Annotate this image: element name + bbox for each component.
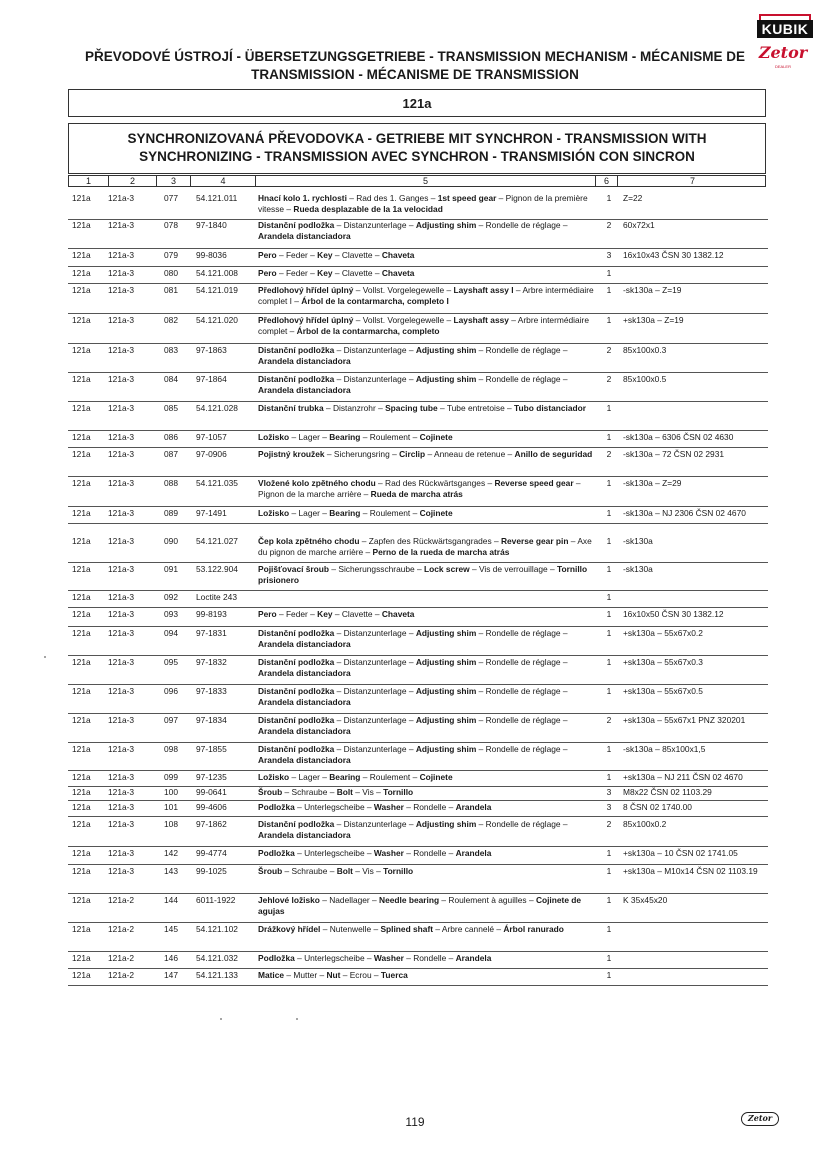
cell-c6: 2 xyxy=(606,345,612,355)
table-row xyxy=(68,924,768,952)
cell-c7: -sk130a xyxy=(623,536,653,546)
cell-c6: 1 xyxy=(606,970,612,980)
row-separator xyxy=(68,313,768,314)
cell-c4: 97-0906 xyxy=(196,449,227,459)
cell-c2: 121a-3 xyxy=(108,787,135,797)
cell-c7: -sk130a – 6306 ČSN 02 4630 xyxy=(623,432,734,442)
cell-c5: Distanční podložka – Distanzunterlage – Adjusting shim – Rondelle de réglage – Arandela distanciadora xyxy=(258,686,568,707)
cell-c6: 1 xyxy=(606,924,612,934)
row-separator xyxy=(68,655,768,656)
cell-c4: 99-4606 xyxy=(196,802,227,812)
cell-c4: 99-8193 xyxy=(196,609,227,619)
cell-c3: 078 xyxy=(164,220,178,230)
cell-c1: 121a xyxy=(72,802,91,812)
cell-c5: Podložka – Unterlegscheibe – Washer – Rondelle – Arandela xyxy=(258,953,492,963)
cell-c4: 99-1025 xyxy=(196,866,227,876)
cell-c4: 54.121.133 xyxy=(196,970,238,980)
cell-c6: 2 xyxy=(606,220,612,230)
table-row xyxy=(68,819,768,847)
cell-c1: 121a xyxy=(72,478,91,488)
cell-c3: 100 xyxy=(164,787,178,797)
cell-c4: 97-1235 xyxy=(196,772,227,782)
cell-c6: 3 xyxy=(606,802,612,812)
cell-c3: 093 xyxy=(164,609,178,619)
cell-c3: 095 xyxy=(164,657,178,667)
cell-c6: 1 xyxy=(606,609,612,619)
cell-c4: 99-4774 xyxy=(196,848,227,858)
row-separator xyxy=(68,506,768,507)
cell-c4: 97-1833 xyxy=(196,686,227,696)
cell-c7: 16x10x50 ČSN 30 1382.12 xyxy=(623,609,724,619)
table-row xyxy=(68,220,768,249)
cell-c2: 121a-3 xyxy=(108,657,135,667)
cell-c6: 1 xyxy=(606,686,612,696)
cell-c3: 080 xyxy=(164,268,178,278)
cell-c7: M8x22 ČSN 02 1103.29 xyxy=(623,787,712,797)
cell-c7: -sk130a – NJ 2306 ČSN 02 4670 xyxy=(623,508,746,518)
cell-c2: 121a-3 xyxy=(108,508,135,518)
column-header-6: 6 xyxy=(596,176,618,186)
row-separator xyxy=(68,401,768,402)
table-row xyxy=(68,345,768,373)
table-row xyxy=(68,315,768,344)
cell-c6: 2 xyxy=(606,715,612,725)
cell-c5: Pojišťovací šroub – Sicherungsschraube – Lock screw – Vis de verrouillage – Tornillo prisionero xyxy=(258,564,588,585)
cell-c6: 1 xyxy=(606,193,612,203)
cell-c5: Šroub – Schraube – Bolt – Vis – Tornillo xyxy=(258,866,414,876)
row-separator xyxy=(68,968,768,969)
cell-c1: 121a xyxy=(72,744,91,754)
cell-c1: 121a xyxy=(72,432,91,442)
logo-dealer-text: DEALER xyxy=(774,64,791,69)
cell-c7: 85x100x0.2 xyxy=(623,819,667,829)
cell-c1: 121a xyxy=(72,609,91,619)
cell-c1: 121a xyxy=(72,403,91,413)
cell-c3: 096 xyxy=(164,686,178,696)
cell-c6: 1 xyxy=(606,772,612,782)
cell-c5: Distanční podložka – Distanzunterlage – Adjusting shim – Rondelle de réglage – Arandela distanciadora xyxy=(258,628,568,649)
table-row xyxy=(68,772,768,787)
cell-c1: 121a xyxy=(72,819,91,829)
cell-c4: 97-1831 xyxy=(196,628,227,638)
table-row xyxy=(68,508,768,524)
row-separator xyxy=(68,800,768,801)
cell-c3: 108 xyxy=(164,819,178,829)
cell-c4: 97-1862 xyxy=(196,819,227,829)
cell-c6: 1 xyxy=(606,866,612,876)
cell-c2: 121a-3 xyxy=(108,345,135,355)
table-row xyxy=(68,536,768,563)
table-row xyxy=(68,193,768,220)
table-row xyxy=(68,478,768,507)
cell-c5: Distanční podložka – Distanzunterlage – Adjusting shim – Rondelle de réglage – Arandela distanciadora xyxy=(258,657,568,678)
cell-c1: 121a xyxy=(72,315,91,325)
cell-c2: 121a-3 xyxy=(108,686,135,696)
cell-c7: +sk130a – 55x67x0.2 xyxy=(623,628,703,638)
cell-c5: Jehlové ložisko – Nadellager – Needle bearing – Roulement à aguilles – Cojinete de agujas xyxy=(258,895,582,916)
cell-c5: Podložka – Unterlegscheibe – Washer – Rondelle – Arandela xyxy=(258,848,492,858)
cell-c5: Vložené kolo zpětného chodu – Rad des Rückwärtsganges – Reverse speed gear – Pignon de la marche arrière – Rueda de marcha atrás xyxy=(258,478,581,499)
cell-c2: 121a-2 xyxy=(108,970,135,980)
cell-c6: 1 xyxy=(606,953,612,963)
table-row xyxy=(68,628,768,656)
cell-c4: Loctite 243 xyxy=(196,592,237,602)
table-row xyxy=(68,250,768,267)
cell-c4: 97-1491 xyxy=(196,508,227,518)
cell-c7: 85x100x0.5 xyxy=(623,374,667,384)
column-header-4: 4 xyxy=(191,176,256,186)
cell-c2: 121a-3 xyxy=(108,220,135,230)
cell-c7: +sk130a – 55x67x1 PNZ 320201 xyxy=(623,715,746,725)
cell-c1: 121a xyxy=(72,193,91,203)
cell-c2: 121a-3 xyxy=(108,449,135,459)
table-row xyxy=(68,285,768,314)
cell-c3: 145 xyxy=(164,924,178,934)
row-separator xyxy=(68,283,768,284)
cell-c1: 121a xyxy=(72,536,91,546)
cell-c3: 086 xyxy=(164,432,178,442)
column-header-5: 5 xyxy=(256,176,596,186)
cell-c1: 121a xyxy=(72,715,91,725)
row-separator xyxy=(68,816,768,817)
cell-c5: Distanční podložka – Distanzunterlage – Adjusting shim – Rondelle de réglage – Arandela distanciadora xyxy=(258,819,568,840)
cell-c6: 1 xyxy=(606,268,612,278)
cell-c5: Drážkový hřídel – Nutenwelle – Splined shaft – Arbre cannelé – Árbol ranurado xyxy=(258,924,564,934)
cell-c4: 97-1832 xyxy=(196,657,227,667)
cell-c6: 1 xyxy=(606,508,612,518)
cell-c5: Distanční podložka – Distanzunterlage – Adjusting shim – Rondelle de réglage – Arandela distanciadora xyxy=(258,220,568,241)
cell-c5: Předlohový hřídel úplný – Vollst. Vorgelegewelle – Layshaft assy – Arbre intermédiaire complet – Árbol de la contarmarcha, completo xyxy=(258,315,589,336)
cell-c3: 092 xyxy=(164,592,178,602)
cell-c1: 121a xyxy=(72,345,91,355)
table-row xyxy=(68,403,768,431)
table-row xyxy=(68,744,768,771)
cell-c2: 121a-3 xyxy=(108,536,135,546)
cell-c6: 2 xyxy=(606,449,612,459)
cell-c3: 084 xyxy=(164,374,178,384)
cell-c3: 089 xyxy=(164,508,178,518)
cell-c1: 121a xyxy=(72,250,91,260)
cell-c1: 121a xyxy=(72,970,91,980)
cell-c1: 121a xyxy=(72,657,91,667)
table-row xyxy=(68,895,768,923)
cell-c5: Distanční trubka – Distanzrohr – Spacing tube – Tube entretoise – Tubo distanciador xyxy=(258,403,587,413)
row-separator xyxy=(68,476,768,477)
cell-c3: 101 xyxy=(164,802,178,812)
cell-c5: Podložka – Unterlegscheibe – Washer – Rondelle – Arandela xyxy=(258,802,492,812)
cell-c5: Distanční podložka – Distanzunterlage – Adjusting shim – Rondelle de réglage – Arandela distanciadora xyxy=(258,744,568,765)
row-separator xyxy=(68,266,768,267)
cell-c6: 2 xyxy=(606,819,612,829)
cell-c1: 121a xyxy=(72,268,91,278)
cell-c7: -sk130a – 72 ČSN 02 2931 xyxy=(623,449,725,459)
cell-c5: Šroub – Schraube – Bolt – Vis – Tornillo xyxy=(258,787,414,797)
cell-c4: 97-1057 xyxy=(196,432,227,442)
cell-c4: 54.121.035 xyxy=(196,478,238,488)
cell-c2: 121a-3 xyxy=(108,285,135,295)
cell-c2: 121a-3 xyxy=(108,193,135,203)
cell-c2: 121a-3 xyxy=(108,250,135,260)
cell-c4: 54.121.008 xyxy=(196,268,238,278)
cell-c1: 121a xyxy=(72,220,91,230)
cell-c1: 121a xyxy=(72,848,91,858)
column-header-2: 2 xyxy=(109,176,157,186)
cell-c4: 54.121.020 xyxy=(196,315,238,325)
cell-c6: 1 xyxy=(606,744,612,754)
cell-c1: 121a xyxy=(72,449,91,459)
table-row xyxy=(68,970,768,986)
column-header-1: 1 xyxy=(69,176,109,186)
cell-c3: 098 xyxy=(164,744,178,754)
row-separator xyxy=(68,562,768,563)
cell-c2: 121a-3 xyxy=(108,432,135,442)
group-code-box: 121a xyxy=(68,89,766,117)
cell-c2: 121a-3 xyxy=(108,403,135,413)
table-row xyxy=(68,787,768,801)
cell-c6: 3 xyxy=(606,250,612,260)
cell-c1: 121a xyxy=(72,508,91,518)
cell-c3: 147 xyxy=(164,970,178,980)
table-row xyxy=(68,374,768,402)
cell-c3: 079 xyxy=(164,250,178,260)
row-separator xyxy=(68,713,768,714)
row-separator xyxy=(68,523,768,524)
cell-c6: 1 xyxy=(606,285,612,295)
cell-c2: 121a-2 xyxy=(108,895,135,905)
cell-c3: 143 xyxy=(164,866,178,876)
cell-c6: 1 xyxy=(606,536,612,546)
cell-c2: 121a-2 xyxy=(108,953,135,963)
cell-c6: 1 xyxy=(606,848,612,858)
cell-c7: +sk130a – M10x14 ČSN 02 1103.19 xyxy=(623,866,758,876)
table-row xyxy=(68,953,768,969)
cell-c5: Ložisko – Lager – Bearing – Roulement – Cojinete xyxy=(258,772,453,782)
cell-c2: 121a-3 xyxy=(108,478,135,488)
cell-c1: 121a xyxy=(72,866,91,876)
table-row xyxy=(68,802,768,817)
cell-c2: 121a-2 xyxy=(108,924,135,934)
cell-c1: 121a xyxy=(72,564,91,574)
table-row xyxy=(68,715,768,743)
column-header-3: 3 xyxy=(157,176,191,186)
cell-c7: -sk130a – Z=19 xyxy=(623,285,682,295)
row-separator xyxy=(68,248,768,249)
cell-c7: +sk130a – Z=19 xyxy=(623,315,684,325)
cell-c4: 97-1840 xyxy=(196,220,227,230)
cell-c6: 1 xyxy=(606,478,612,488)
cell-c2: 121a-3 xyxy=(108,715,135,725)
cell-c7: 16x10x43 ČSN 30 1382.12 xyxy=(623,250,724,260)
cell-c7: +sk130a – 10 ČSN 02 1741.05 xyxy=(623,848,738,858)
row-separator xyxy=(68,742,768,743)
cell-c5: Distanční podložka – Distanzunterlage – Adjusting shim – Rondelle de réglage – Arandela distanciadora xyxy=(258,715,568,736)
cell-c6: 1 xyxy=(606,403,612,413)
cell-c5: Pero – Feder – Key – Clavette – Chaveta xyxy=(258,250,415,260)
table-row xyxy=(68,268,768,284)
logo-kubik-text: KUBIK xyxy=(757,20,813,38)
cell-c5: Distanční podložka – Distanzunterlage – Adjusting shim – Rondelle de réglage – Arandela distanciadora xyxy=(258,345,568,366)
table-row xyxy=(68,432,768,448)
cell-c1: 121a xyxy=(72,953,91,963)
row-separator xyxy=(68,607,768,608)
cell-c3: 085 xyxy=(164,403,178,413)
cell-c4: 97-1864 xyxy=(196,374,227,384)
row-separator xyxy=(68,372,768,373)
scan-dot xyxy=(44,656,46,658)
cell-c6: 1 xyxy=(606,657,612,667)
scan-dot xyxy=(220,1018,222,1020)
cell-c4: 54.121.027 xyxy=(196,536,238,546)
table-row xyxy=(68,564,768,591)
cell-c5: Čep kola zpětného chodu – Zapfen des Rückwärtsgangrades – Reverse gear pin – Axe du pignon de marche arrière – Perno de la rueda de marcha atrás xyxy=(258,536,592,557)
cell-c7: -sk130a – Z=29 xyxy=(623,478,682,488)
cell-c1: 121a xyxy=(72,628,91,638)
cell-c4: 99-0641 xyxy=(196,787,227,797)
cell-c7: +sk130a – 55x67x0.5 xyxy=(623,686,703,696)
table-row xyxy=(68,657,768,685)
cell-c3: 142 xyxy=(164,848,178,858)
cell-c7: -sk130a xyxy=(623,564,653,574)
cell-c7: Z=22 xyxy=(623,193,643,203)
table-row xyxy=(68,592,768,608)
cell-c7: 60x72x1 xyxy=(623,220,655,230)
row-separator xyxy=(68,864,768,865)
cell-c2: 121a-3 xyxy=(108,628,135,638)
row-separator xyxy=(68,343,768,344)
cell-c3: 097 xyxy=(164,715,178,725)
cell-c3: 088 xyxy=(164,478,178,488)
cell-c3: 087 xyxy=(164,449,178,459)
row-separator xyxy=(68,430,768,431)
table-row xyxy=(68,609,768,627)
cell-c4: 6011-1922 xyxy=(196,895,236,905)
cell-c4: 54.121.102 xyxy=(196,924,238,934)
cell-c3: 090 xyxy=(164,536,178,546)
row-separator xyxy=(68,893,768,894)
row-separator xyxy=(68,626,768,627)
cell-c3: 146 xyxy=(164,953,178,963)
section-subtitle: SYNCHRONIZOVANÁ PŘEVODOVKA - GETRIEBE MIT SYNCHRON - TRANSMISSION WITH SYNCHRONIZING - TRANSMISSION AVEC SYNCHRON - TRANSMISIÓN CON SINCRON xyxy=(68,123,766,174)
table-row xyxy=(68,686,768,714)
cell-c4: 97-1834 xyxy=(196,715,227,725)
cell-c5: Hnací kolo 1. rychlosti – Rad des 1. Ganges – 1st speed gear – Pignon de la première vitesse – Rueda desplazable de la 1a velocidad xyxy=(258,193,588,214)
cell-c7: K 35x45x20 xyxy=(623,895,668,905)
row-separator xyxy=(68,684,768,685)
cell-c4: 54.121.028 xyxy=(196,403,238,413)
cell-c5: Pojistný kroužek – Sicherungsring – Circlip – Anneau de retenue – Anillo de seguridad xyxy=(258,449,593,459)
table-row xyxy=(68,449,768,477)
cell-c3: 082 xyxy=(164,315,178,325)
cell-c2: 121a-3 xyxy=(108,609,135,619)
cell-c1: 121a xyxy=(72,285,91,295)
cell-c2: 121a-3 xyxy=(108,819,135,829)
cell-c6: 2 xyxy=(606,374,612,384)
cell-c1: 121a xyxy=(72,374,91,384)
row-separator xyxy=(68,846,768,847)
cell-c7: +sk130a – 55x67x0.3 xyxy=(623,657,703,667)
cell-c2: 121a-3 xyxy=(108,802,135,812)
table-row xyxy=(68,848,768,865)
cell-c2: 121a-3 xyxy=(108,315,135,325)
cell-c2: 121a-3 xyxy=(108,374,135,384)
cell-c6: 1 xyxy=(606,564,612,574)
cell-c4: 54.121.011 xyxy=(196,193,238,203)
cell-c5: Matice – Mutter – Nut – Ecrou – Tuerca xyxy=(258,970,408,980)
page-number: 119 xyxy=(405,1115,425,1129)
cell-c3: 083 xyxy=(164,345,178,355)
cell-c3: 099 xyxy=(164,772,178,782)
row-separator xyxy=(68,447,768,448)
cell-c1: 121a xyxy=(72,787,91,797)
cell-c2: 121a-3 xyxy=(108,592,135,602)
cell-c6: 3 xyxy=(606,787,612,797)
cell-c5: Ložisko – Lager – Bearing – Roulement – Cojinete xyxy=(258,508,453,518)
cell-c5: Předlohový hřídel úplný – Vollst. Vorgelegewelle – Layshaft assy I – Arbre intermédiaire complet I – Árbol de la contarmarcha, completo I xyxy=(258,285,594,306)
cell-c3: 077 xyxy=(164,193,178,203)
cell-c3: 081 xyxy=(164,285,178,295)
cell-c7: -sk130a – 85x100x1,5 xyxy=(623,744,706,754)
cell-c6: 1 xyxy=(606,315,612,325)
cell-c2: 121a-3 xyxy=(108,744,135,754)
cell-c5: Ložisko – Lager – Bearing – Roulement – Cojinete xyxy=(258,432,453,442)
cell-c2: 121a-3 xyxy=(108,564,135,574)
scan-dot xyxy=(296,1018,298,1020)
cell-c2: 121a-3 xyxy=(108,848,135,858)
logo-zetor-text: Zetor xyxy=(758,43,808,62)
cell-c1: 121a xyxy=(72,924,91,934)
table-row xyxy=(68,866,768,894)
cell-c6: 1 xyxy=(606,895,612,905)
row-separator xyxy=(68,985,768,986)
cell-c1: 121a xyxy=(72,895,91,905)
cell-c5: Pero – Feder – Key – Clavette – Chaveta xyxy=(258,609,415,619)
cell-c1: 121a xyxy=(72,686,91,696)
page-title: PŘEVODOVÉ ÚSTROJÍ - ÜBERSETZUNGSGETRIEBE - TRANSMISSION MECHANISM - MÉCANISME DE TRANSMISSION - MÉCANISME DE TRANSMISSION xyxy=(84,49,746,82)
cell-c6: 1 xyxy=(606,592,612,602)
cell-c3: 144 xyxy=(164,895,178,905)
cell-c6: 1 xyxy=(606,432,612,442)
cell-c3: 094 xyxy=(164,628,178,638)
cell-c4: 97-1855 xyxy=(196,744,227,754)
cell-c7: 8 ČSN 02 1740.00 xyxy=(623,802,692,812)
row-separator xyxy=(68,922,768,923)
cell-c1: 121a xyxy=(72,592,91,602)
cell-c4: 99-8036 xyxy=(196,250,227,260)
cell-c4: 54.121.019 xyxy=(196,285,238,295)
footer-zetor-logo: Zetor xyxy=(741,1112,779,1126)
cell-c7: +sk130a – NJ 211 ČSN 02 4670 xyxy=(623,772,743,782)
cell-c3: 091 xyxy=(164,564,178,574)
cell-c5: Pero – Feder – Key – Clavette – Chaveta xyxy=(258,268,415,278)
cell-c6: 1 xyxy=(606,628,612,638)
cell-c7: 85x100x0.3 xyxy=(623,345,667,355)
row-separator xyxy=(68,590,768,591)
cell-c4: 53.122.904 xyxy=(196,564,238,574)
cell-c5: Distanční podložka – Distanzunterlage – Adjusting shim – Rondelle de réglage – Arandela distanciadora xyxy=(258,374,568,395)
cell-c4: 54.121.032 xyxy=(196,953,238,963)
row-separator xyxy=(68,770,768,771)
cell-c2: 121a-3 xyxy=(108,866,135,876)
cell-c2: 121a-3 xyxy=(108,772,135,782)
column-header-7: 7 xyxy=(689,176,695,186)
cell-c1: 121a xyxy=(72,772,91,782)
cell-c4: 97-1863 xyxy=(196,345,227,355)
cell-c2: 121a-3 xyxy=(108,268,135,278)
row-separator xyxy=(68,951,768,952)
column-header-row xyxy=(68,175,766,187)
